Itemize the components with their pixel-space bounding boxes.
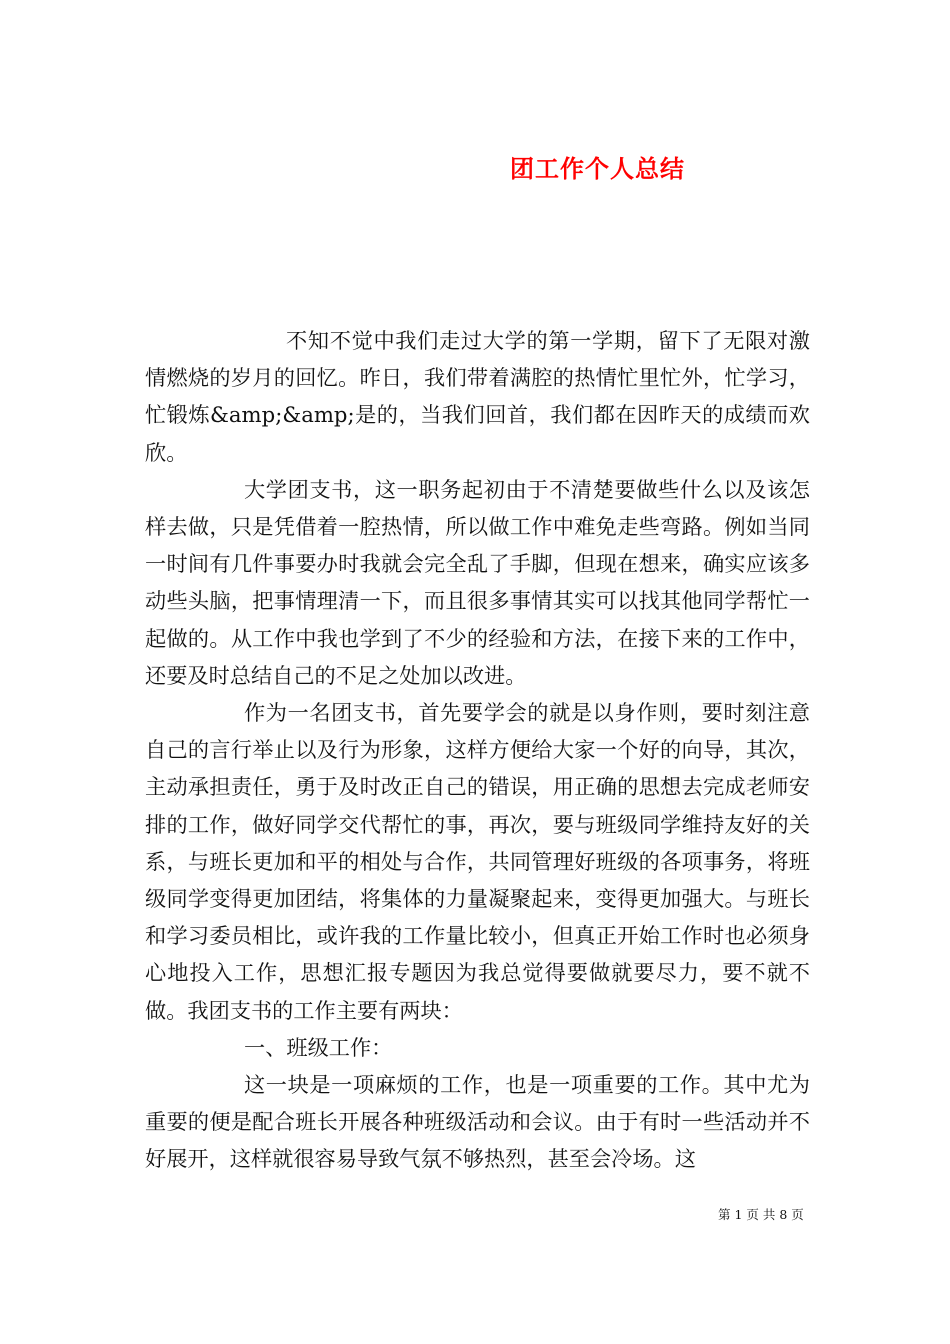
page-number-footer: 第 1 页 共 8 页 [718,1207,804,1222]
paragraph: 不知不觉中我们走过大学的第一学期，留下了无限对激情燃烧的岁月的回忆。昨日，我们带着满腔的热情忙里忙外，忙学习，忙锻炼&amp;&amp;是的，当我们回首，我们都在因昨天的成绩而欢欣。 [145,328,810,465]
paragraph: 大学团支书，这一职务起初由于不清楚要做些什么以及该怎样去做，只是凭借着一腔热情，所以做工作中难免走些弯路。例如当同一时间有几件事要办时我就会完全乱了手脚，但现在想来，确实应该多动些头脑，把事情理清一下，而且很多事情其实可以找其他同学帮忙一起做的。从工作中我也学到了不少的经验和方法，在接下来的工作中，还要及时总结自己的不足之处加以改进。 [145,476,810,688]
section-heading: 一、班级工作： [244,1034,393,1060]
paragraph: 作为一名团支书，首先要学会的就是以身作则，要时刻注意自己的言行举止以及行为形象，这样方便给大家一个好的向导，其次，主动承担责任，勇于及时改正自己的错误，用正确的思想去完成老师安排的工作，做好同学交代帮忙的事，再次，要与班级同学维持友好的关系，与班长更加和平的相处与合作，共同管理好班级的各项事务，将班级同学变得更加团结，将集体的力量凝聚起来，变得更加强大。与班长和学习委员相比，或许我的工作量比较小，但真正开始工作时也必须身心地投入工作，思想汇报专题因为我总觉得要做就要尽力，要不就不做。我团支书的工作主要有两块： [145,700,810,1023]
paragraph: 这一块是一项麻烦的工作，也是一项重要的工作。其中尤为重要的便是配合班长开展各种班级活动和会议。由于有时一些活动并不好展开，这样就很容易导致气氛不够热烈，甚至会冷场。这 [145,1072,810,1172]
document-title: 团工作个人总结 [510,154,685,184]
document-body [145,322,810,1178]
